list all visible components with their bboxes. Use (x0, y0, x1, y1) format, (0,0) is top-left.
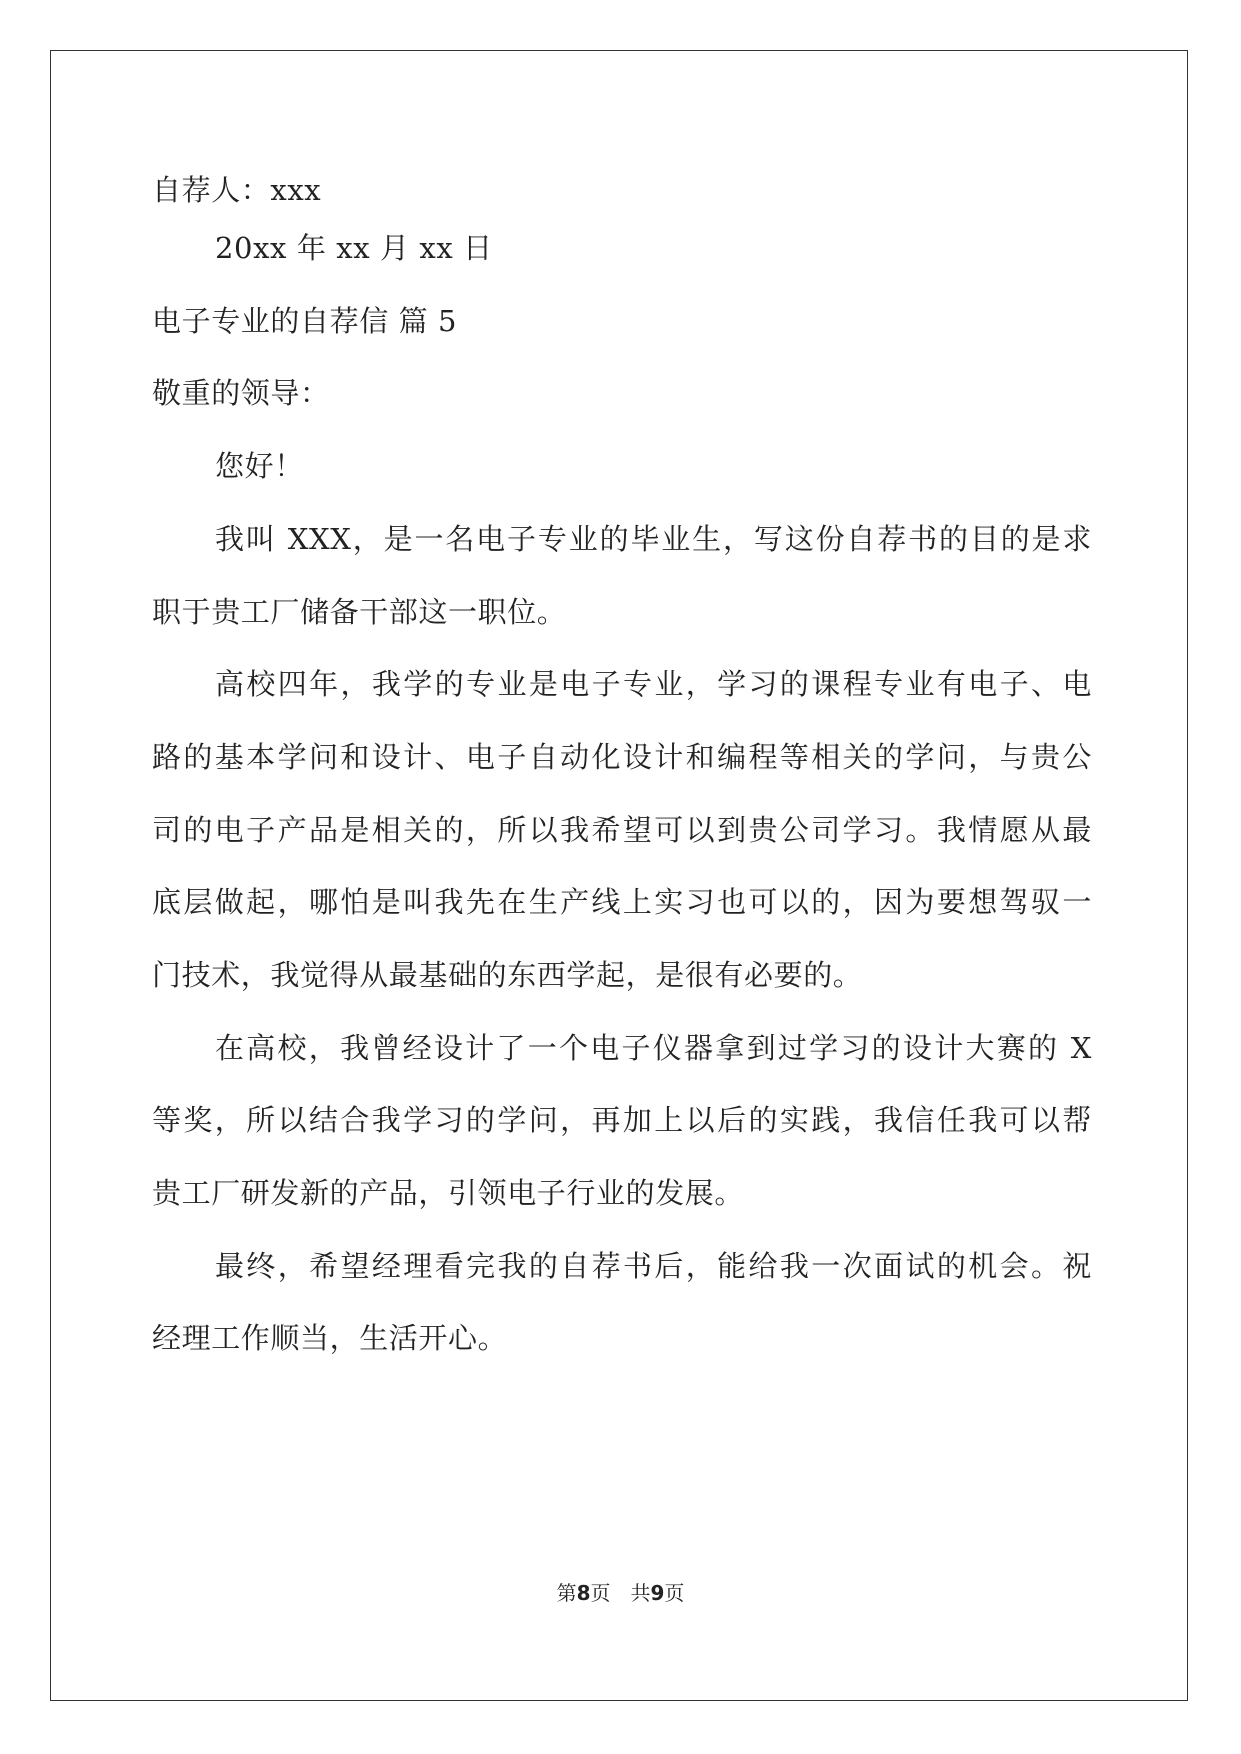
greeting: 您好！ (215, 449, 304, 483)
paragraph-2-line-1: 高校四年，我学的专业是电子专业，学习的课程专业有电子、电 (215, 667, 1092, 701)
section-title: 电子专业的自荐信 篇 5 (152, 304, 458, 338)
paragraph-2-line-5: 门技术，我觉得从最基础的东西学起，是很有必要的。 (152, 958, 863, 992)
paragraph-2-line-2: 路的基本学问和设计、电子自动化设计和编程等相关的学问，与贵公 (152, 740, 1092, 774)
footer-suffix: 页 (664, 1581, 685, 1605)
paragraph-4-line-2: 经理工作顺当，生活开心。 (152, 1321, 508, 1355)
paragraph-1-line-2: 职于贵工厂储备干部这一职位。 (152, 595, 567, 629)
paragraph-3-line-3: 贵工厂研发新的产品，引领电子行业的发展。 (152, 1176, 745, 1210)
paragraph-3-line-2: 等奖，所以结合我学习的学问，再加上以后的实践，我信任我可以帮 (152, 1103, 1092, 1137)
paragraph-4-line-1: 最终，希望经理看完我的自荐书后，能给我一次面试的机会。祝 (215, 1249, 1092, 1283)
current-page-number: 8 (576, 1581, 591, 1605)
page-number-footer (0, 1581, 1241, 1605)
salutation: 敬重的领导： (152, 376, 330, 410)
paragraph-2-line-4: 底层做起，哪怕是叫我先在生产线上实习也可以的，因为要想驾驭一 (152, 885, 1092, 919)
total-page-number: 9 (650, 1581, 665, 1605)
paragraph-2-line-3: 司的电子产品是相关的，所以我希望可以到贵公司学习。我情愿从最 (152, 813, 1092, 847)
paragraph-1-line-1: 我叫 XXX，是一名电子专业的毕业生，写这份自荐书的目的是求 (215, 522, 1092, 556)
signature-line: 自荐人：xxx (152, 173, 322, 207)
date-line: 20xx 年 xx 月 xx 日 (215, 231, 493, 265)
paragraph-3-line-1: 在高校，我曾经设计了一个电子仪器拿到过学习的设计大赛的 X (215, 1031, 1092, 1065)
page-border (50, 50, 1188, 1701)
footer-prefix: 第 (556, 1581, 577, 1605)
footer-mid: 页 共 (590, 1581, 651, 1605)
